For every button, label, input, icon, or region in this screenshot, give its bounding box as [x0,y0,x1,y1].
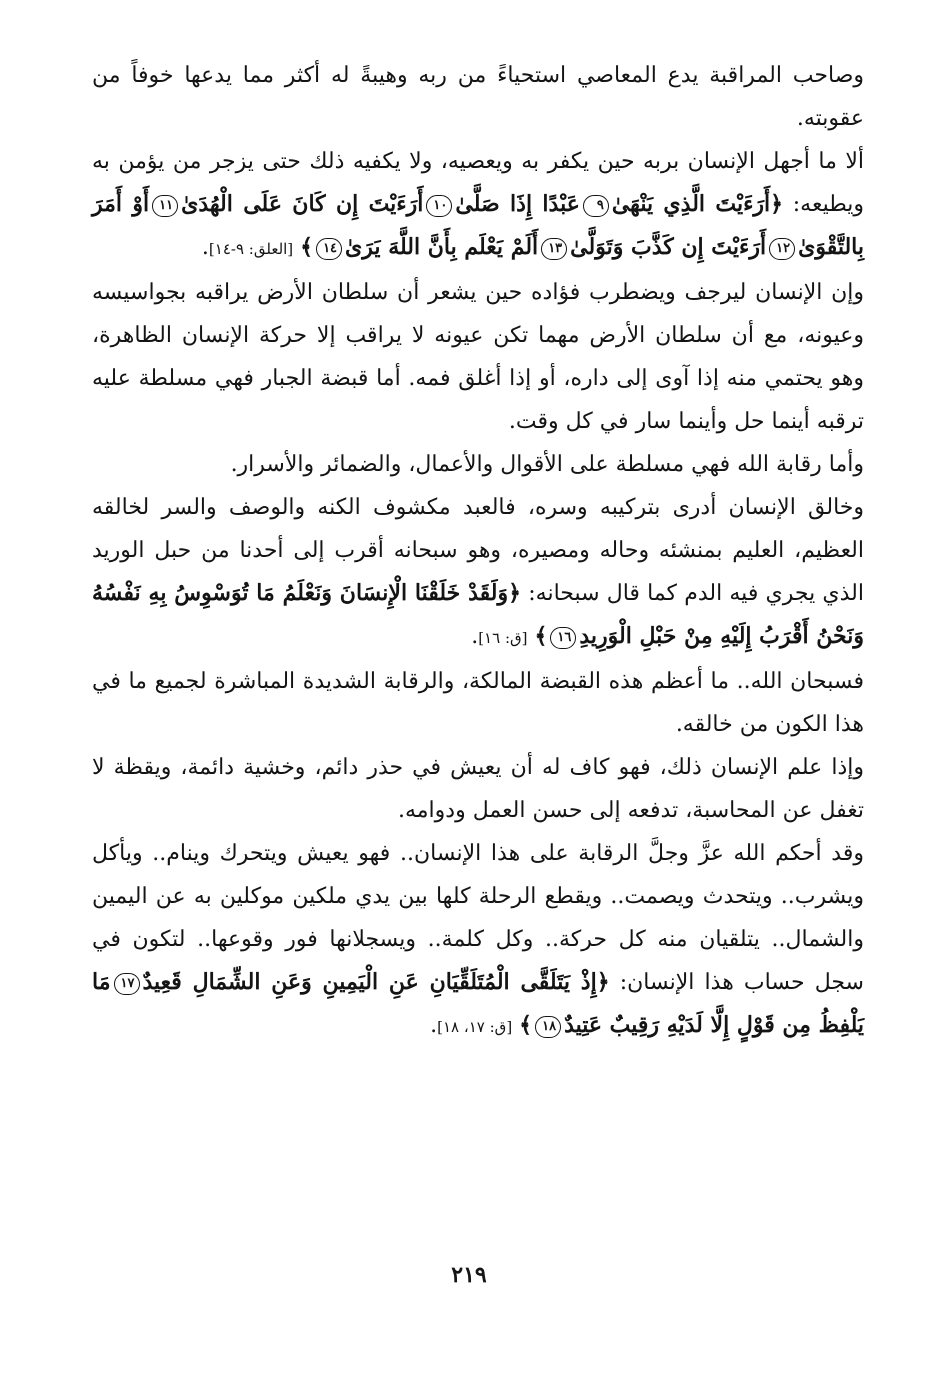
quran-bracket-close: ﴾ [519,1012,533,1038]
paragraph [92,54,864,140]
body-text [92,54,864,1049]
ayah-number: ٩ [583,195,609,217]
ayah-number: ١٧ [114,973,140,995]
paragraph-text: وقد أحكم الله عزَّ وجلَّ الرقابة على هذا الإنسان.. فهو يعيش ويتحرك وينام.. ويأكل ويشرب.. ويتحدث ويصمت.. ويقطع الرحلة كلها بين يدي ملكين موكلين به عن اليمين والشمال.. يتلقيان منه كل حركة.. وكل كلمة.. ويسجلانها فور وقوعها.. لتكون في سجل حساب هذا الإنسان: [92,841,864,995]
paragraph-text: فسبحان الله.. ما أعظم هذه القبضة المالكة، والرقابة الشديدة المباشرة لجميع ما في هذا الكون من خالقه. [92,669,864,737]
quran-reference: [ق: ١٧، ١٨] [437,1018,513,1036]
quran-verse: عَبْدًا إِذَا صَلَّىٰ [455,191,580,217]
paragraph-text: ألا ما أجهل الإنسان بربه حين يكفر به ويعصيه، ولا يكفيه ذلك حتى يزجر من يؤمن به ويطيعه: [92,149,865,217]
quran-verse: أَلَمْ يَعْلَم بِأَنَّ اللَّهَ يَرَىٰ [345,234,539,260]
quran-bracket-open: ﴿ [596,969,610,995]
paragraph [92,140,864,271]
quran-verse: وَلَقَدْ خَلَقْنَا الْإِنسَانَ وَنَعْلَمُ مَا تُوَسْوِسُ بِهِ نَفْسُهُ وَنَحْنُ أَقْرَبُ إِلَيْهِ مِنْ حَبْلِ الْوَرِيدِ [92,580,864,649]
ayah-number: ١٢ [769,238,795,260]
paragraph-tail: . [201,235,209,260]
quran-bracket-close: ﴾ [534,623,548,649]
ayah-number: ١٤ [316,238,342,260]
paragraph-text: وأما رقابة الله فهي مسلطة على الأقوال والأعمال، والضمائر والأسرار. [230,452,864,477]
paragraph [92,486,864,660]
paragraph-tail: . [471,624,479,649]
ayah-number: ١١ [152,195,178,217]
quran-verse: مَا يَلْفِظُ مِن قَوْلٍ إِلَّا لَدَيْهِ رَقِيبٌ عَتِيدٌ [92,969,864,1038]
paragraph [92,443,864,486]
paragraph-text: وصاحب المراقبة يدع المعاصي استحياءً من ربه وهيبةً له أكثر مما يدعها خوفاً من عقوبته. [92,63,864,131]
quran-verse: أَرَءَيْتَ الَّذِي يَنْهَىٰ [611,191,771,217]
paragraph [92,832,864,1049]
quran-bracket-open: ﴿ [770,191,784,217]
ayah-number: ١٨ [535,1016,561,1038]
quran-verse: أَوْ أَمَرَ بِالتَّقْوَىٰ [92,191,864,260]
paragraph-text: وإذا علم الإنسان ذلك، فهو كاف له أن يعيش في حذر دائم، وخشية دائمة، ويقظة لا تغفل عن المحاسبة، تدفعه إلى حسن العمل ودوامه. [92,755,864,823]
ayah-number: ١٠ [426,195,452,217]
paragraph-text: وخالق الإنسان أدرى بتركيبه وسره، فالعبد مكشوف الكنه والوصف والسر لخالقه العظيم، العليم بمنشئه وحاله ومصيره، وهو سبحانه أقرب إلى أحدنا من حبل الوريد الذي يجري فيه الدم كما قال سبحانه: [92,495,864,606]
quran-verse: أَرَءَيْتَ إِن كَانَ عَلَى الْهُدَىٰ [181,191,424,217]
ayah-number: ١٣ [541,238,567,260]
quran-verse: أَرَءَيْتَ إِن كَذَّبَ وَتَوَلَّىٰ [570,234,767,260]
quran-bracket-close: ﴾ [300,234,314,260]
page-number: ٢١٩ [451,1262,487,1288]
paragraph [92,271,864,443]
ayah-number: ١٦ [550,627,576,649]
quran-reference: [ق: ١٦] [478,629,528,647]
quran-verse: إِذْ يَتَلَقَّى الْمُتَلَقِّيَانِ عَنِ الْيَمِينِ وَعَنِ الشِّمَالِ قَعِيدٌ [142,969,597,995]
paragraph-tail: . [430,1013,438,1038]
paragraph-text: وإن الإنسان ليرجف ويضطرب فؤاده حين يشعر أن سلطان الأرض يراقبه بجواسيسه وعيونه، مع أن سلطان الأرض مهما تكن عيونه لا يراقب إلا حركة الإنسان الظاهرة، وهو يحتمي منه إذا آوى إلى داره، أو إذا أغلق فمه. أما قبضة الجبار فهي مسلطة عليه ترقبه أينما حل وأينما سار في كل وقت. [92,280,864,434]
quran-bracket-open: ﴿ [508,580,522,606]
paragraph [92,746,864,832]
quran-reference: [العلق: ٩-١٤] [208,240,294,258]
paragraph [92,660,864,746]
